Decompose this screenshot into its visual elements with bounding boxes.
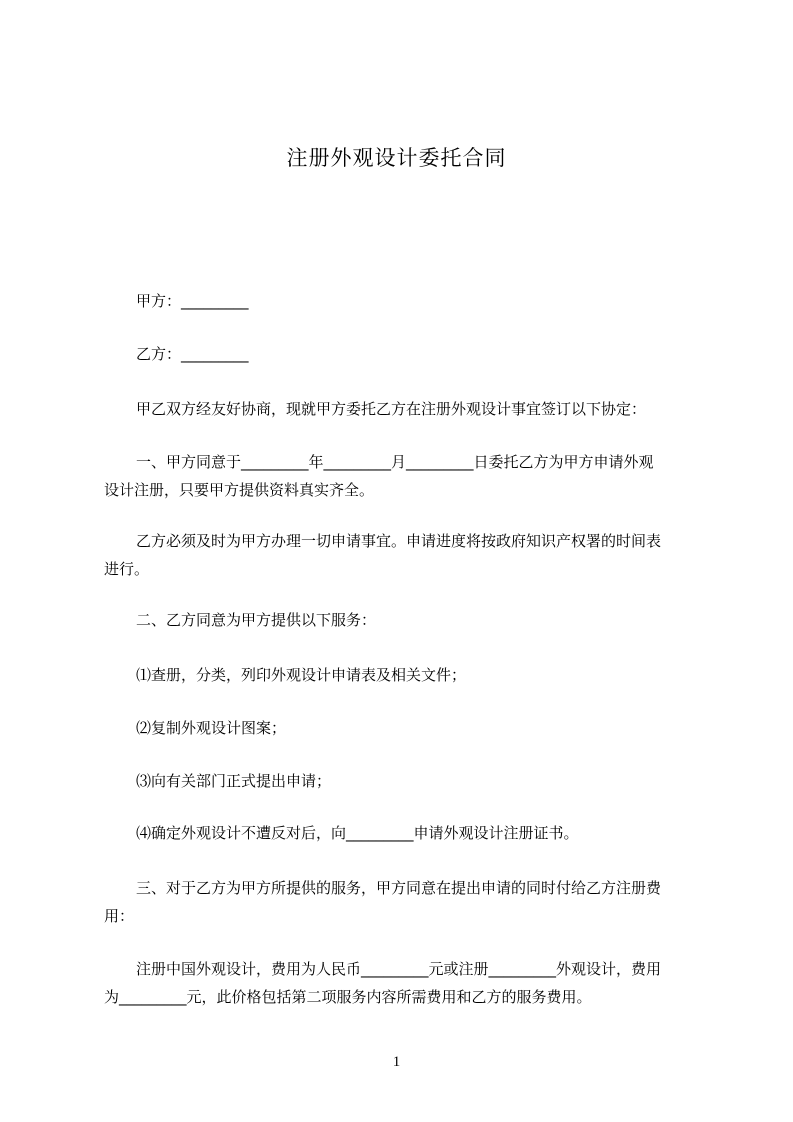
clause-3-line-1: 三、对于乙方为甲方所提供的服务，甲方同意在提出申请的同时付给乙方注册费 — [136, 879, 662, 897]
service-item-1: ⑴查册，分类，列印外观设计申请表及相关文件； — [136, 666, 467, 684]
clause-2-heading: 二、乙方同意为甲方提供以下服务： — [136, 611, 377, 629]
intro-paragraph: 甲乙双方经友好协商，现就甲方委托乙方在注册外观设计事宜签订以下协定： — [136, 400, 647, 418]
party-b-line: 乙方：_________ — [136, 345, 249, 363]
fee-line-1: 注册中国外观设计，费用为人民币_________元或注册_________外观设计，费用 — [136, 960, 662, 978]
service-item-4: ⑷确定外观设计不遭反对后，向_________申请外观设计注册证书。 — [136, 824, 579, 842]
service-item-2: ⑵复制外观设计图案； — [136, 719, 287, 737]
party-a-line: 甲方：_________ — [136, 292, 249, 310]
clause-3-line-2: 用： — [104, 907, 135, 925]
service-item-3: ⑶向有关部门正式提出申请； — [136, 772, 332, 790]
fee-line-2: 为_________元，此价格包括第二项服务内容所需费用和乙方的服务费用。 — [104, 988, 592, 1006]
clause-1-line-1: 一、甲方同意于_________年_________月_________日委托乙方为甲方申请外观 — [136, 453, 654, 471]
document-title: 注册外观设计委托合同 — [286, 146, 507, 170]
clause-1-para-2-line-2: 进行。 — [104, 560, 150, 578]
clause-1-line-2: 设计注册，只要甲方提供资料真实齐全。 — [104, 481, 375, 499]
page-number: 1 — [392, 1054, 401, 1070]
clause-1-para-2-line-1: 乙方必须及时为甲方办理一切申请事宜。申请进度将按政府知识产权署的时间表 — [136, 532, 662, 550]
